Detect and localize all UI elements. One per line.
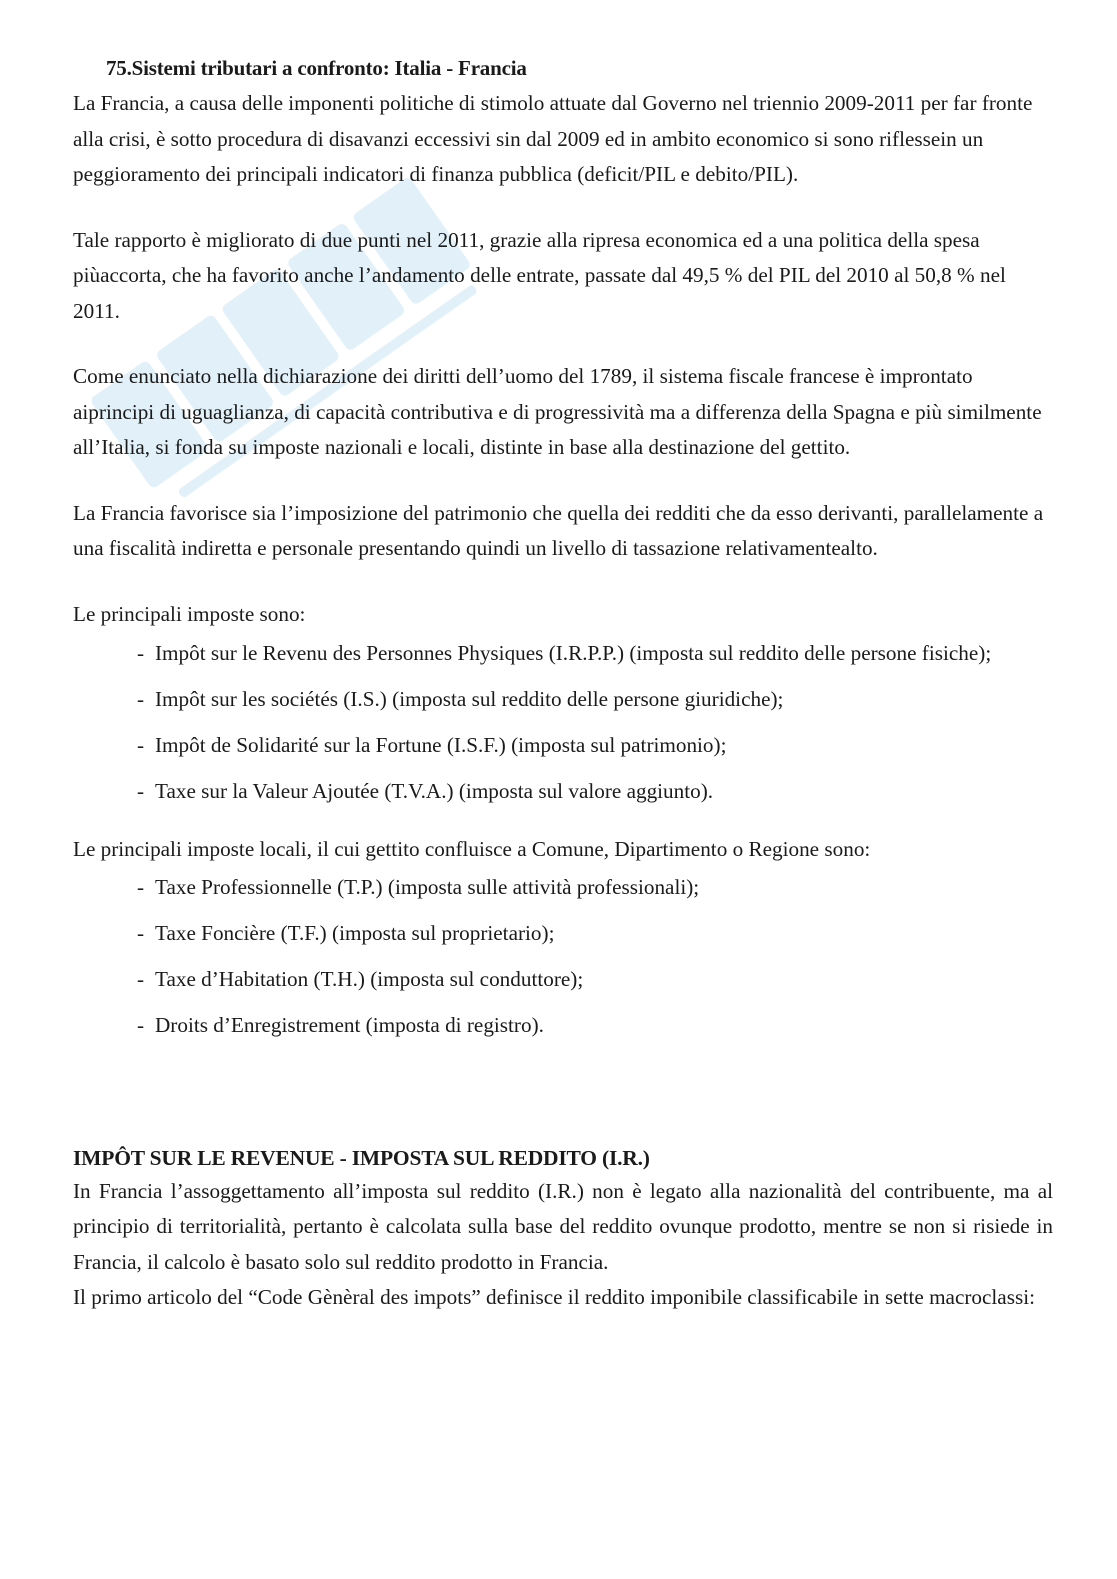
- list-marker: -: [137, 1012, 145, 1037]
- section-heading: IMPÔT SUR LE REVENUE - IMPOSTA SUL REDDITO (I.R.): [73, 1145, 650, 1170]
- list-item: - Impôt sur les sociétés (I.S.) (imposta sul reddito delle persone giuridiche);: [73, 684, 1053, 714]
- section-paragraph-2: Il primo articolo del “Code Gènèral des impots” definisce il reddito imponibile classificabile in sette macroclassi:: [73, 1285, 1035, 1309]
- list-marker: -: [137, 641, 145, 665]
- list-marker: -: [137, 920, 145, 945]
- paragraph-1: La Francia, a causa delle imponenti politiche di stimolo attuate dal Governo nel triennio 2009-2011 per far fronte alla crisi, è sotto procedura di disavanzi eccessivi sin dal 2009 ed in ambito economico si sono riflessein un peggioramento dei principali indicatori di finanza pubblica (deficit/PIL e debito/PIL).: [73, 91, 1033, 186]
- paragraph-2: Tale rapporto è migliorato di due punti nel 2011, grazie alla ripresa economica ed a una politica della spesa piùaccorta, che ha favorito anche l’andamento delle entrate, passate dal 49,5 % del PIL del 2010 al 50,8 % nel 2011.: [73, 227, 1006, 323]
- national-taxes-intro: Le principali imposte sono:: [73, 601, 306, 626]
- list-item: - Taxe Foncière (T.F.) (imposta sul proprietario);: [73, 918, 1053, 948]
- national-taxes-list: [73, 638, 1053, 806]
- document-page: [73, 52, 1053, 1316]
- list-item: - Taxe Professionnelle (T.P.) (imposta sulle attività professionali);: [73, 872, 1053, 902]
- list-item: - Droits d’Enregistrement (imposta di registro).: [73, 1010, 1053, 1040]
- list-item: - Taxe d’Habitation (T.H.) (imposta sul conduttore);: [73, 964, 1053, 994]
- list-marker: -: [137, 874, 145, 899]
- list-marker: -: [137, 966, 145, 991]
- list-item: - Taxe sur la Valeur Ajoutée (T.V.A.) (imposta sul valore aggiunto).: [73, 776, 1053, 806]
- paragraph-3: Come enunciato nella dichiarazione dei diritti dell’uomo del 1789, il sistema fiscale francese è improntato aiprincipi di uguaglianza, di capacità contributiva e di progressività ma a differenza della Spagna e più similmente all’Italia, si fonda su imposte nazionali e locali, distinte in base alla destinazione del gettito.: [73, 364, 1042, 459]
- list-marker: -: [137, 733, 145, 757]
- list-item: - Impôt sur le Revenu des Personnes Physiques (I.R.P.P.) (imposta sul reddito delle persone fisiche);: [73, 638, 1053, 668]
- list-marker: -: [137, 687, 145, 711]
- page-title: 75.Sistemi tributari a confronto: Italia - Francia: [106, 56, 527, 80]
- local-taxes-list: [73, 872, 1053, 1040]
- list-item: - Impôt de Solidarité sur la Fortune (I.S.F.) (imposta sul patrimonio);: [73, 730, 1053, 760]
- list-marker: -: [137, 779, 145, 803]
- section-paragraph-1: In Francia l’assoggettamento all’imposta sul reddito (I.R.) non è legato alla nazionalità del contribuente, ma al principio di territorialità, pertanto è calcolata sulla base del reddito ovunque prodotto, mentre se non si risiede in Francia, il calcolo è basato solo sul reddito prodotto in Francia.: [73, 1178, 1053, 1274]
- local-taxes-intro: Le principali imposte locali, il cui gettito confluisce a Comune, Dipartimento o Regione sono:: [73, 837, 871, 861]
- paragraph-4: La Francia favorisce sia l’imposizione del patrimonio che quella dei redditi che da esso derivanti, parallelamente a una fiscalità indiretta e personale presentando quindi un livello di tassazione relativamentealto.: [73, 500, 1044, 560]
